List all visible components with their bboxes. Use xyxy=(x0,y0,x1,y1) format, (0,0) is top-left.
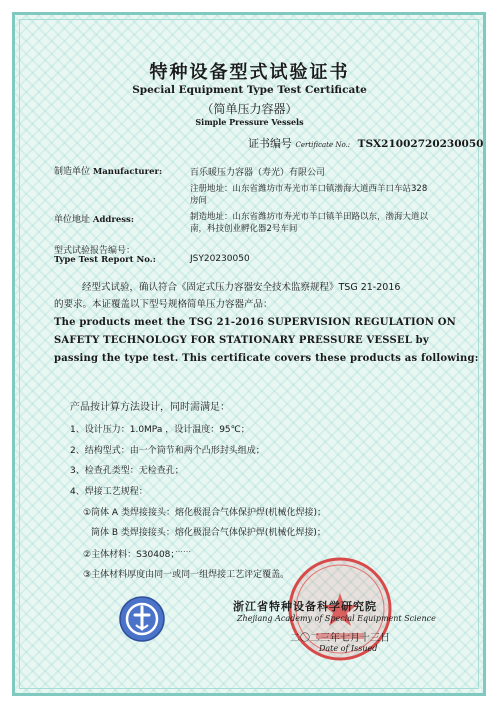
address-label-cn: 单位地址 xyxy=(54,215,91,225)
cert-no-label-cn: 证书编号 xyxy=(248,137,292,150)
dotted-marks: …… xyxy=(175,545,191,554)
weld-1: ①筒体 A 类焊接接头：熔化极混合气体保护焊(机械化焊接)； xyxy=(83,508,326,518)
paragraph-cn-1: 经型式试验，确认符合《固定式压力容器安全技术监察规程》TSG 21-2016 xyxy=(82,282,401,293)
address-label-en: Address: xyxy=(92,215,134,225)
paragraph-en-2: SAFETY TECHNOLOGY FOR STATIONARY PRESSURE VESSEL by xyxy=(54,335,429,346)
manufacturer-label xyxy=(54,164,162,177)
manufacturer-label-en: Manufacturer: xyxy=(92,167,163,177)
cert-no-label-en: Certificate No.: xyxy=(295,141,351,149)
report-label-en-wrap xyxy=(54,255,156,265)
address-label xyxy=(54,212,134,225)
cert-no-value: TSX21002720230050 xyxy=(357,138,484,150)
report-label-cn: 型式试验报告编号： xyxy=(54,246,136,256)
item-3: 3、检查孔类型：无检查孔； xyxy=(70,466,184,476)
material: ②主体材料：S30408； xyxy=(83,550,180,560)
item-2: 2、结构型式：由一个筒节和两个凸形封头组成； xyxy=(70,446,265,456)
report-value: JSY20230050 xyxy=(190,254,250,264)
item-4: 4、焊接工艺规程： xyxy=(70,487,148,497)
institution-en: Zhejiang Academy of Special Equipment Science xyxy=(237,614,436,623)
paragraph-en-3: passing the type test. This certificate covers these products as following: xyxy=(54,353,479,364)
title-en: Special Equipment Type Test Certificate xyxy=(132,84,367,96)
subtitle-cn: （简单压力容器） xyxy=(201,102,298,116)
certificate-number xyxy=(248,135,483,151)
title-cn: 特种设备型式试验证书 xyxy=(149,62,350,83)
subtitle-en: Simple Pressure Vessels xyxy=(195,117,304,127)
design-intro: 产品按计算方法设计，同时需满足： xyxy=(70,402,230,413)
issue-date-cn: 二〇二三年七月十三日 xyxy=(290,633,390,644)
paragraph-cn-2: 的要求。本证覆盖以下型号规格简单压力容器产品： xyxy=(54,299,273,310)
weld-2: 筒体 B 类焊接接头：熔化极混合气体保护焊(机械化焊接)； xyxy=(91,528,326,538)
institution-cn: 浙江省特种设备科学研究院 xyxy=(233,600,377,613)
note: ③主体材料厚度由同一或同一组焊接工艺评定覆盖。 xyxy=(83,570,290,580)
paragraph-en-1: The products meet the TSG 21-2016 SUPERVISION REGULATION ON xyxy=(54,317,457,328)
report-label-en: Type Test Report No.: xyxy=(54,255,156,265)
manufacturer-value: 百乐暖压力容器（寿光）有限公司 xyxy=(190,168,326,178)
registered-address: 注册地址：山东省潍坊市寿光市羊口镇渤海大道西羊口车站328房间 xyxy=(190,184,428,206)
item-1: 1、设计压力：1.0MPa ，设计温度：95℃； xyxy=(70,425,250,435)
manufacturer-label-cn: 制造单位 xyxy=(54,167,91,177)
manufacturing-address: 制造地址：山东省潍坊市寿光市羊口镇羊田路以东，渤海大道以南，科技创业孵化器2号车间 xyxy=(190,212,429,234)
issue-date-en: Date of Issued xyxy=(319,644,378,653)
academy-logo-icon xyxy=(118,595,166,643)
